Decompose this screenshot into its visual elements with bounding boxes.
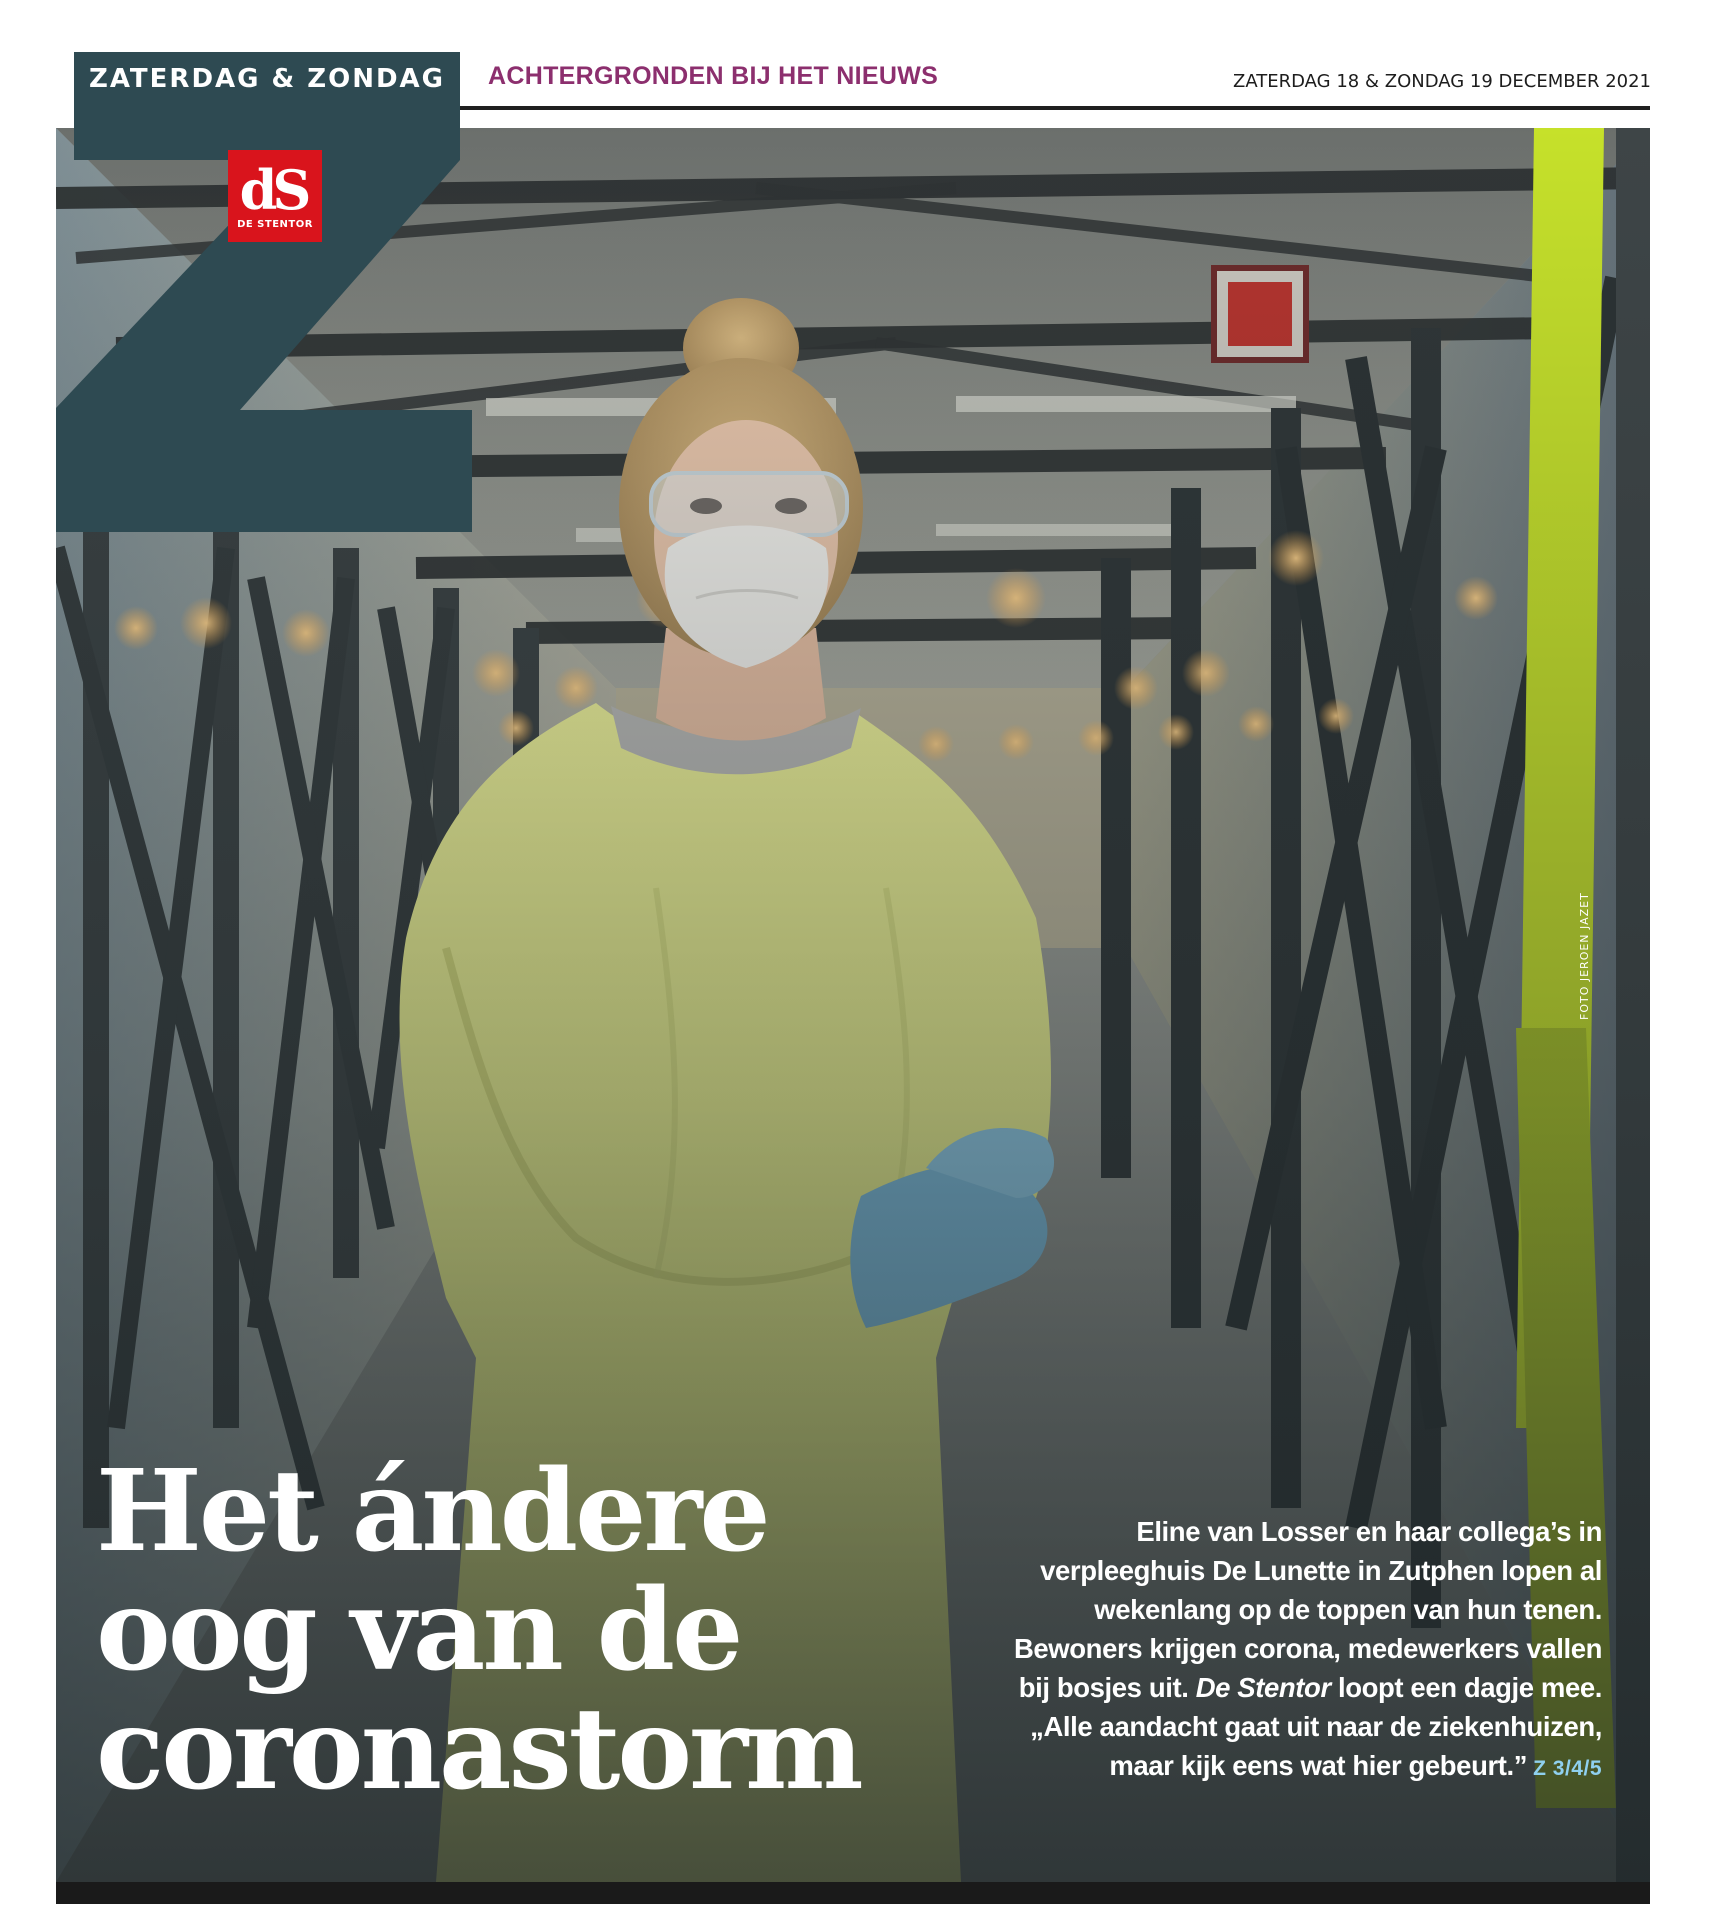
headline-line-2: oog van de <box>96 1565 741 1696</box>
section-kicker: ACHTERGRONDEN BIJ HET NIEUWS <box>488 62 939 90</box>
headline-line-3: coronastorm <box>96 1684 861 1815</box>
de-stentor-logo <box>228 150 322 242</box>
intro-text-2: loopt een dagje mee. „Alle aandacht gaat uit naar de ziekenhuizen, maar kijk eens wat hier gebeurt.” <box>1030 1672 1602 1781</box>
section-tag: ZATERDAG & ZONDAG <box>88 64 446 94</box>
article-intro <box>990 1512 1602 1788</box>
page-reference[interactable]: Z 3/4/5 <box>1533 1757 1602 1780</box>
logo-name: DE STENTOR <box>237 218 313 230</box>
issue-date: ZATERDAG 18 & ZONDAG 19 DECEMBER 2021 <box>1233 71 1651 92</box>
logo-mark: dS <box>239 157 307 222</box>
intro-italic-name: De Stentor <box>1195 1672 1331 1703</box>
page-bottom-bar <box>56 1882 1650 1904</box>
intro-text-1: Eline van Losser en haar collega’s in verpleeghuis De Lunette in Zutphen lopen al wekenlang op de toppen van hun tenen. Bewoners krijgen corona, medewerkers vallen bij bosjes uit. <box>1013 1516 1602 1703</box>
photo-credit: FOTO JEROEN JAZET <box>1578 892 1591 1020</box>
headline-line-1: Het ándere <box>96 1446 768 1577</box>
article-headline <box>96 1446 996 1815</box>
header-rule <box>460 106 1650 110</box>
